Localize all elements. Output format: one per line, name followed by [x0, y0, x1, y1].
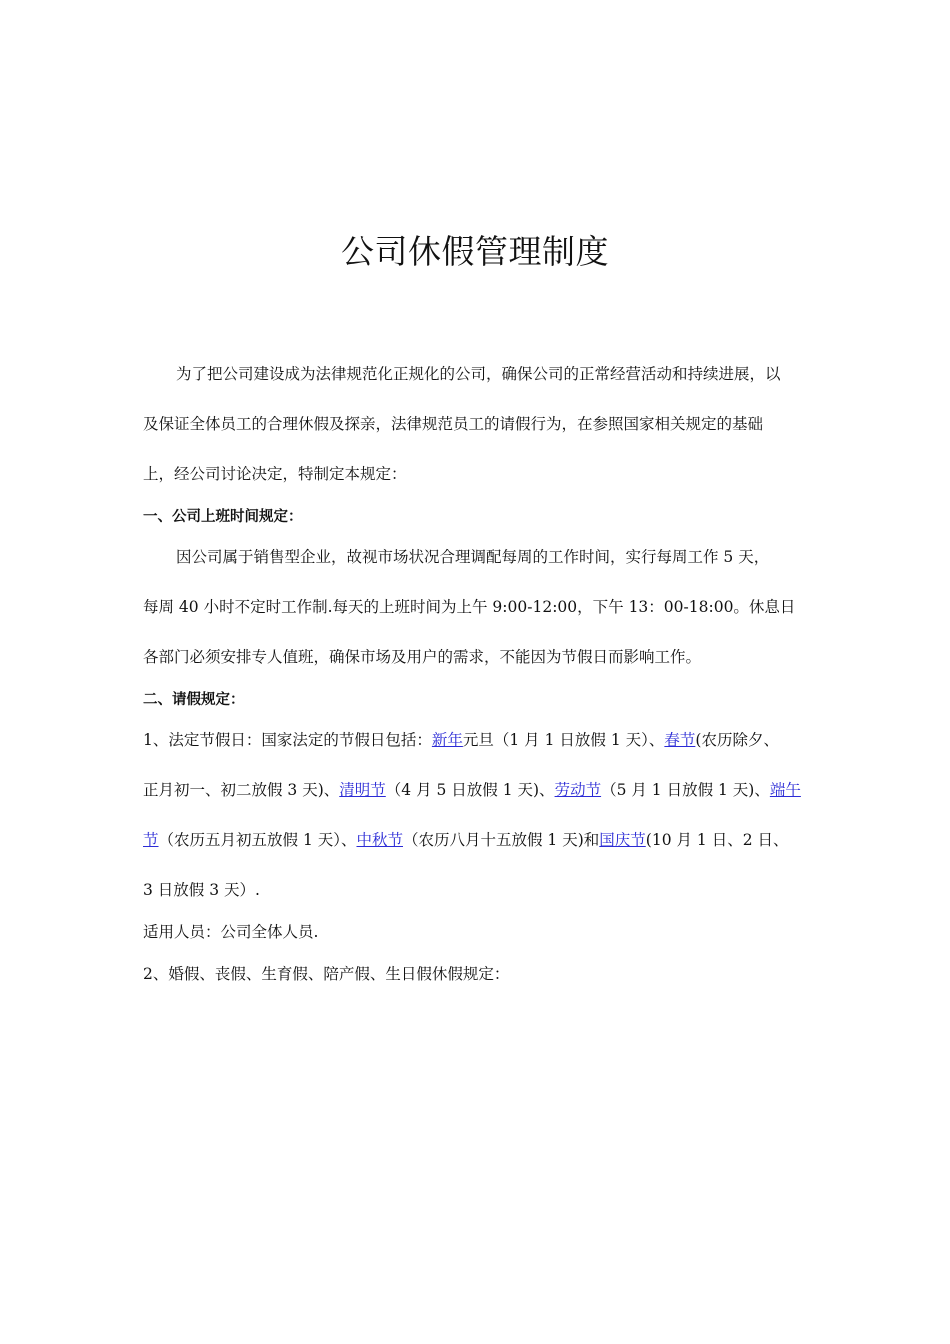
link-spring-festival[interactable]: 春节: [664, 731, 696, 749]
work-hours-line-3: 各部门必须安排专人值班，确保市场及用户的需求，不能因为节假日而影响工作。: [143, 648, 702, 666]
holiday-text: （农历八月十五放假 1 天)和: [403, 831, 600, 849]
holiday-text: （5 月 1 日放假 1 天)、: [601, 781, 770, 799]
holiday-text: （农历五月初五放假 1 天）、: [158, 831, 357, 849]
link-duanwu-part2[interactable]: 节: [143, 831, 159, 849]
work-hours-line-2: 每周 40 小时不定时工作制.每天的上班时间为上午 9:00-12:00，下午 13：00-18:00。休息日: [143, 598, 796, 616]
holiday-text: (10 月 1 日、2 日、: [645, 831, 789, 849]
section-heading-leave: 二、请假规定：: [143, 692, 245, 708]
holiday-text: 正月初一、初二放假 3 天)、: [143, 781, 340, 799]
link-duanwu-part1[interactable]: 端午: [769, 781, 801, 799]
intro-line-3: 上，经公司讨论决定，特制定本规定：: [143, 465, 407, 483]
link-qingming[interactable]: 清明节: [339, 781, 386, 799]
intro-line-2: 及保证全体员工的合理休假及探亲，法律规范员工的请假行为，在参照国家相关规定的基础: [143, 415, 764, 433]
work-hours-line-1: 因公司属于销售型企业，故视市场状况合理调配每周的工作时间，实行每周工作 5 天，: [176, 548, 770, 566]
holiday-text: （4 月 5 日放假 1 天)、: [385, 781, 555, 799]
holiday-text: 元旦（1 月 1 日放假 1 天）、: [462, 731, 665, 749]
holiday-line-3: [143, 828, 843, 852]
holiday-line-2: [143, 778, 843, 802]
leave-types-heading: 2、婚假、丧假、生育假、陪产假、生日假休假规定：: [143, 965, 510, 983]
link-new-year[interactable]: 新年: [431, 731, 463, 749]
link-mid-autumn[interactable]: 中秋节: [356, 831, 403, 849]
holiday-line-4: 3 日放假 3 天）.: [143, 881, 260, 899]
applicable-staff: 适用人员：公司全体人员.: [143, 923, 319, 941]
link-national-day[interactable]: 国庆节: [599, 831, 646, 849]
holiday-text: 1、法定节假日：国家法定的节假日包括：: [143, 731, 432, 749]
link-labor-day[interactable]: 劳动节: [554, 781, 602, 799]
section-heading-work-hours: 一、公司上班时间规定：: [143, 509, 303, 525]
page-title: 公司休假管理制度: [341, 232, 609, 271]
holiday-text: (农历除夕、: [695, 731, 779, 749]
holiday-line-1: [143, 728, 843, 752]
intro-line-1: 为了把公司建设成为法律规范化正规化的公司，确保公司的正常经营活动和持续进展，以: [176, 365, 781, 383]
